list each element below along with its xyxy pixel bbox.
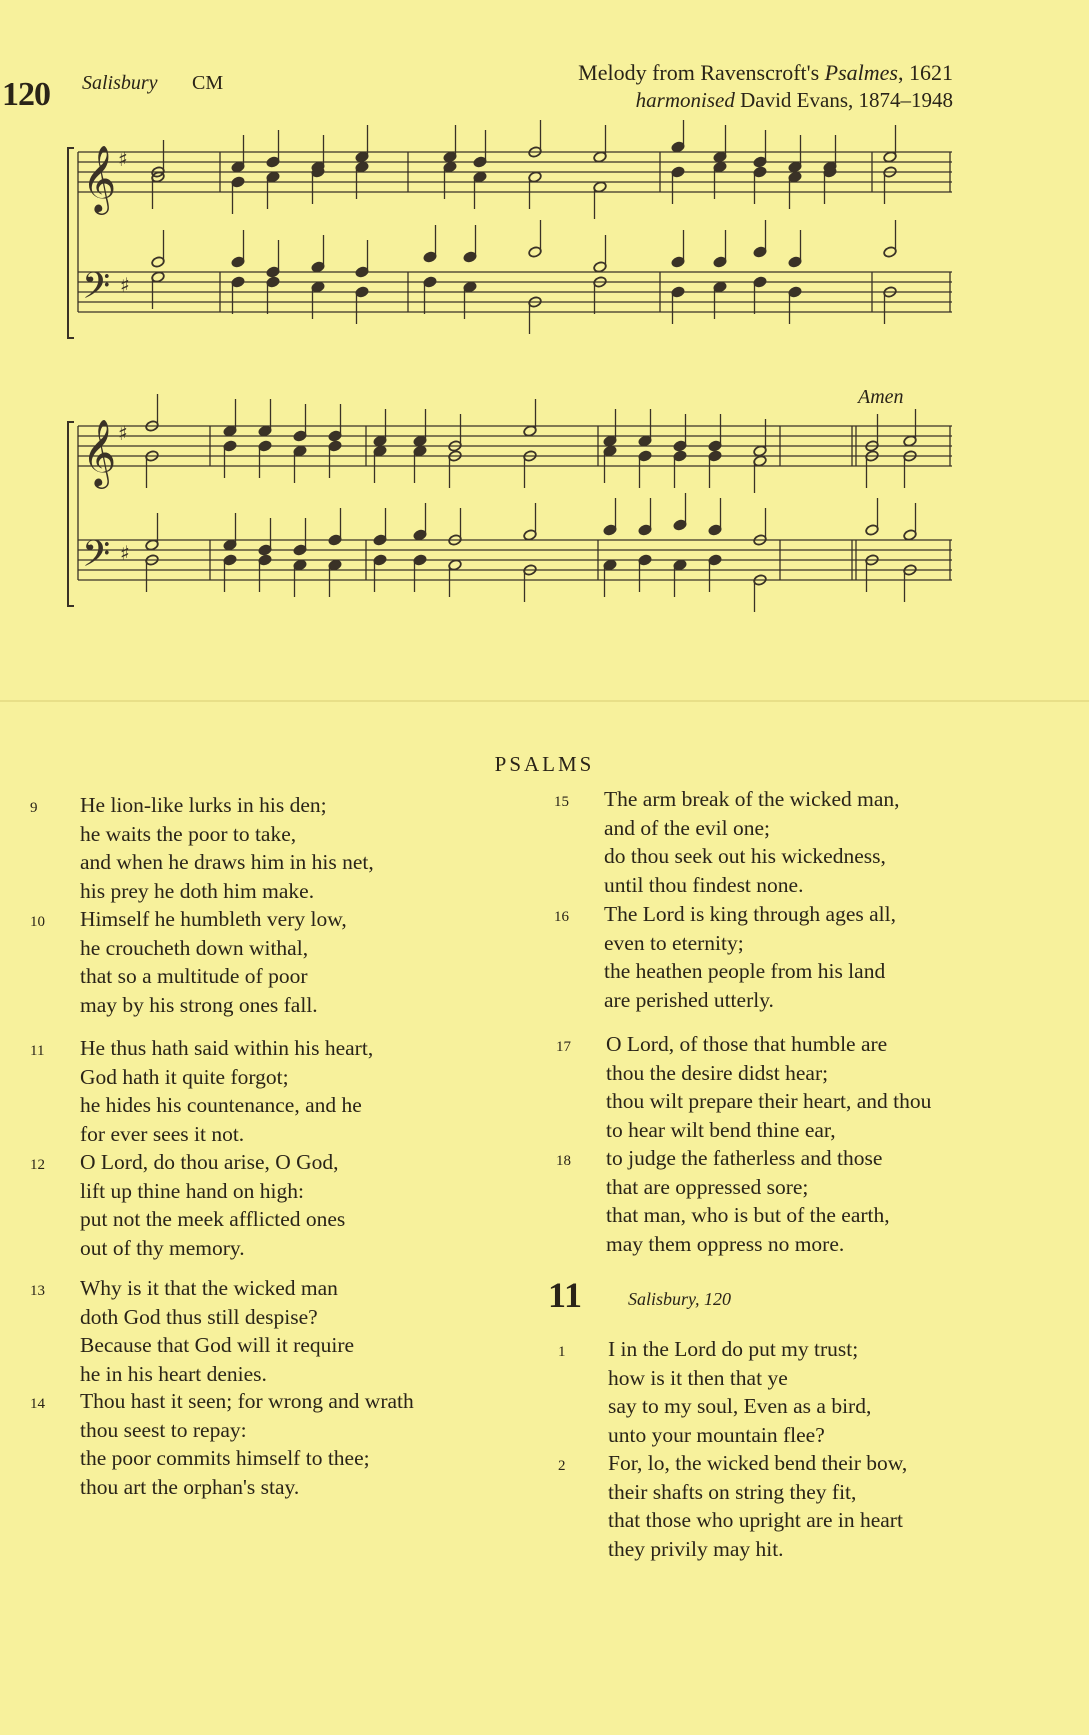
verse-18 — [556, 1144, 890, 1258]
sharp-icon-3: ♯ — [118, 421, 128, 445]
verse-line: Because that God will it require — [80, 1333, 355, 1358]
verse-line: Why is it that the wicked man — [80, 1276, 338, 1300]
melody-credit-year: , 1621 — [898, 60, 953, 85]
verse-line: to judge the fatherless and those — [606, 1146, 883, 1170]
sharp-icon: ♯ — [118, 147, 128, 171]
verse-line: they privily may hit. — [608, 1536, 784, 1561]
verse-line: The Lord is king through ages all, — [604, 902, 896, 926]
verse-line: and when he draws him in his net, — [80, 850, 374, 875]
verse-line: O Lord, do thou arise, O God, — [80, 1150, 339, 1174]
harmony-credit — [636, 88, 953, 113]
verse-9 — [30, 791, 374, 905]
verse-line: put not the meek afflicted ones — [80, 1207, 346, 1232]
verse-line: he hides his countenance, and he — [80, 1093, 362, 1118]
verse-14 — [30, 1387, 414, 1501]
verse-line: he waits the poor to take, — [80, 821, 297, 846]
verse-line: how is it then that ye — [608, 1365, 788, 1390]
sharp-icon-2: ♯ — [120, 273, 130, 297]
verse-line: Himself he humbleth very low, — [80, 907, 347, 931]
verse-10 — [30, 905, 347, 1019]
verse-line: his prey he doth him make. — [80, 878, 315, 903]
psalm-tune-reference: Salisbury, 120 — [628, 1289, 732, 1309]
verse-number: 9 — [30, 800, 38, 816]
verse-line: O Lord, of those that humble are — [606, 1032, 888, 1056]
sharp-icon-4: ♯ — [120, 541, 130, 565]
amen-label: Amen — [858, 386, 904, 408]
verse-line: their shafts on string they fit, — [608, 1479, 857, 1504]
verse-line: even to eternity; — [604, 930, 744, 955]
verse-line: out of thy memory. — [80, 1235, 245, 1260]
verse-line: that are oppressed sore; — [606, 1174, 809, 1199]
verse-line: doth God thus still despise? — [80, 1304, 318, 1329]
verse-line: The arm break of the wicked man, — [604, 787, 900, 811]
verse-line: thou seest to repay: — [80, 1417, 247, 1442]
meter: CM — [192, 72, 224, 94]
melody-credit-title: Psalmes — [824, 60, 898, 85]
verse-line: thou wilt prepare their heart, and thou — [606, 1089, 932, 1114]
bass-clef-icon-2: 𝄢 — [82, 533, 111, 584]
verse-15 — [554, 785, 900, 899]
verse-line: for ever sees it not. — [80, 1121, 245, 1146]
psalm11-verse-1 — [558, 1335, 872, 1449]
verse-line: the poor commits himself to thee; — [80, 1446, 370, 1471]
verse-number: 16 — [554, 909, 569, 925]
verse-line: God hath it quite forgot; — [80, 1064, 289, 1089]
verse-line: and of the evil one; — [604, 815, 770, 840]
harmony-credit-label: harmonised — [635, 88, 735, 112]
verse-number: 18 — [556, 1153, 571, 1169]
verse-13 — [30, 1274, 355, 1388]
verse-number: 15 — [554, 794, 569, 810]
psalm-number: 11 — [548, 1275, 583, 1315]
verse-12 — [30, 1148, 346, 1262]
treble-clef-icon: 𝄞 — [82, 144, 117, 212]
verse-line: thou the desire didst hear; — [606, 1060, 829, 1085]
system2-bass-staff — [78, 540, 952, 580]
verse-11 — [30, 1034, 374, 1148]
verse-line: to hear wilt bend thine ear, — [606, 1117, 836, 1142]
verse-number: 11 — [30, 1043, 45, 1059]
verse-number: 1 — [558, 1344, 566, 1360]
treble-clef-icon-2: 𝄞 — [82, 418, 117, 486]
system1-bass-staff — [78, 272, 952, 312]
verse-17 — [556, 1030, 932, 1144]
melody-credit — [578, 60, 953, 86]
verse-number: 10 — [30, 914, 45, 930]
verse-16 — [554, 900, 896, 1014]
verse-number: 13 — [30, 1283, 45, 1299]
verse-line: that those who upright are in heart — [608, 1508, 903, 1533]
bass-clef-icon: 𝄢 — [82, 265, 111, 316]
verse-line: may them oppress no more. — [606, 1231, 845, 1256]
psalm11-verse-2 — [558, 1449, 908, 1563]
verse-line: may by his strong ones fall. — [80, 992, 318, 1017]
verse-line: unto your mountain flee? — [608, 1422, 825, 1447]
verse-line: say to my soul, Even as a bird, — [608, 1394, 872, 1419]
verse-number: 14 — [30, 1396, 45, 1412]
system1-treble-staff — [78, 152, 952, 192]
tune-name: Salisbury — [82, 72, 158, 94]
verse-line: thou art the orphan's stay. — [80, 1474, 300, 1499]
verse-line: he croucheth down withal, — [80, 935, 309, 960]
verse-line: He thus hath said within his heart, — [80, 1036, 374, 1060]
verse-line: lift up thine hand on high: — [80, 1178, 304, 1203]
verse-line: until thou findest none. — [604, 872, 804, 897]
harmony-credit-name: David Evans, 1874–1948 — [734, 88, 953, 112]
verse-line: He lion-like lurks in his den; — [80, 793, 327, 817]
hymn-number: 120 — [2, 76, 50, 113]
verse-line: I in the Lord do put my trust; — [608, 1337, 859, 1361]
melody-credit-prefix: Melody from Ravenscroft's — [578, 60, 825, 85]
music-score — [60, 120, 960, 620]
system2-treble-staff — [78, 426, 952, 466]
verse-number: 17 — [556, 1039, 571, 1055]
verse-line: Thou hast it seen; for wrong and wrath — [80, 1389, 414, 1413]
verse-number: 2 — [558, 1458, 566, 1474]
verse-line: he in his heart denies. — [80, 1361, 267, 1386]
verse-line: are perished utterly. — [604, 987, 774, 1012]
verse-line: that so a multitude of poor — [80, 964, 308, 989]
verse-line: do thou seek out his wickedness, — [604, 844, 886, 869]
page-fold-divider — [0, 700, 1089, 702]
verse-line: the heathen people from his land — [604, 959, 886, 984]
verse-line: that man, who is but of the earth, — [606, 1203, 890, 1228]
section-title: PSALMS — [494, 752, 595, 776]
verse-line: For, lo, the wicked bend their bow, — [608, 1451, 908, 1475]
verse-number: 12 — [30, 1157, 45, 1173]
